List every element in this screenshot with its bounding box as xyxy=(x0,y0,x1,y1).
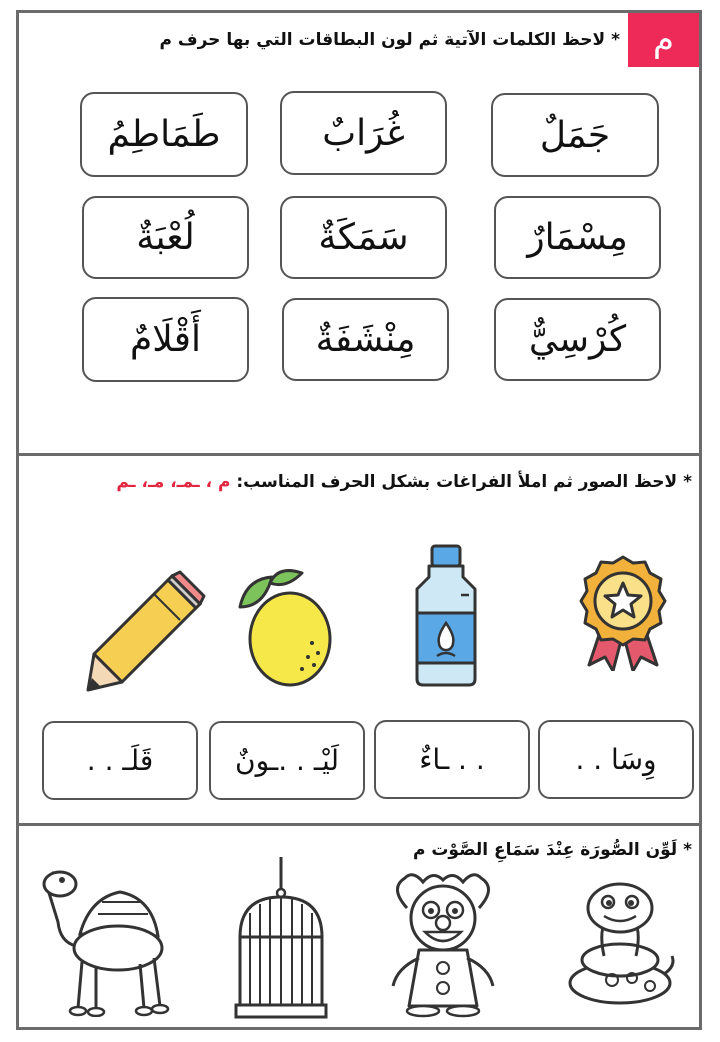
word-card[interactable]: كُرْسِيٌّ xyxy=(494,298,661,381)
birdcage-icon[interactable] xyxy=(234,855,328,1020)
snake-icon[interactable] xyxy=(560,878,680,1008)
fill-blank-card[interactable]: وِسَا . . xyxy=(538,720,694,799)
word-card[interactable]: غُرَابٌ xyxy=(280,91,447,175)
camel-icon[interactable] xyxy=(40,862,170,1017)
letter-badge: م xyxy=(628,13,699,67)
word-card[interactable]: لُعْبَةٌ xyxy=(82,196,249,279)
lemon-icon xyxy=(232,561,336,689)
pencil-icon xyxy=(82,570,206,694)
water-bottle-icon xyxy=(411,543,481,688)
word-card[interactable]: مِنْشَفَةٌ xyxy=(282,298,449,381)
word-card[interactable]: طَمَاطِمُ xyxy=(80,92,248,177)
medal-icon xyxy=(575,553,671,671)
letter-forms: م ، ـمـ، مـ، ـم xyxy=(116,472,231,492)
word-card[interactable]: سَمَكَةٌ xyxy=(280,196,447,279)
fill-blank-card[interactable]: قَلَـ . . xyxy=(42,721,198,800)
word-card[interactable]: مِسْمَارٌ xyxy=(494,196,661,279)
fill-blank-card[interactable]: . . ـاءٌ xyxy=(374,720,530,799)
fill-blank-card[interactable]: لَيْـ . .ـونٌ xyxy=(209,721,365,800)
section2-instruction xyxy=(116,472,692,492)
clown-icon[interactable] xyxy=(383,868,503,1018)
section2-instruction-text: * لاحظ الصور ثم املأ الفراغات بشكل الحرف المناسب: xyxy=(236,472,692,492)
section3-instruction: * لَوِّن الصُّورَة عِنْدَ سَمَاعِ الصَّوْت م xyxy=(412,840,692,860)
word-card[interactable]: أَقْلَامٌ xyxy=(82,297,249,382)
section1-instruction: * لاحظ الكلمات الآتية ثم لون البطاقات التي بها حرف م xyxy=(159,30,620,50)
section-divider-2 xyxy=(16,823,702,826)
word-card[interactable]: جَمَلٌ xyxy=(491,93,659,177)
section-divider-1 xyxy=(16,453,702,456)
